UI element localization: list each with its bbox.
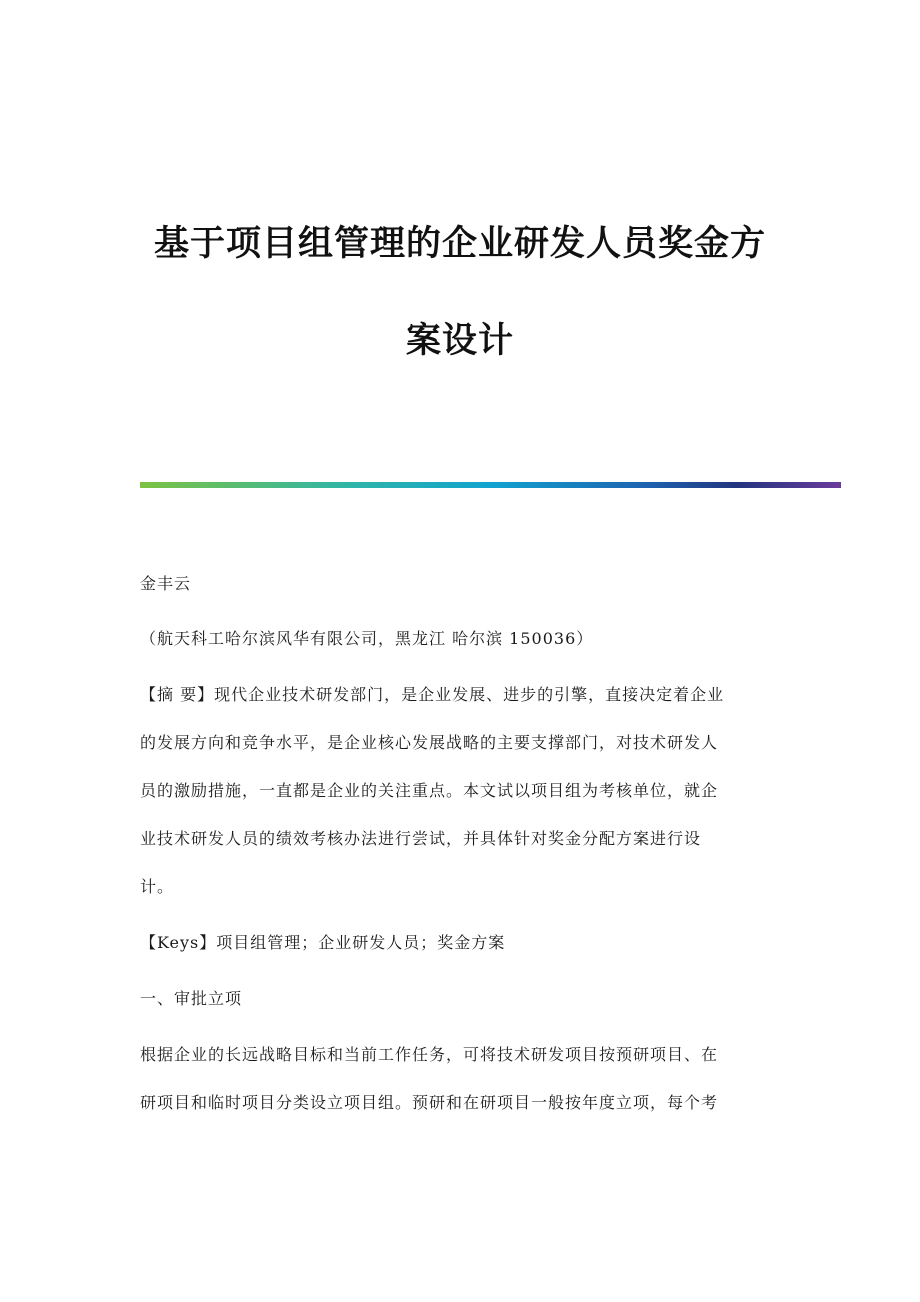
section-heading: 一、审批立项: [140, 989, 243, 1008]
abstract-line: 【摘 要】现代企业技术研发部门，是企业发展、进步的引擎，直接决定着企业: [140, 685, 725, 704]
document-title-line-2: 案设计: [405, 321, 514, 361]
gradient-divider: [140, 482, 841, 488]
body-line: 研项目和临时项目分类设立项目组。预研和在研项目一般按年度立项，每个考: [140, 1093, 719, 1112]
author-affiliation: （航天科工哈尔滨风华有限公司，黑龙江 哈尔滨 150036）: [140, 629, 594, 648]
abstract-line: 计。: [140, 877, 175, 896]
document-title-line-1: 基于项目组管理的企业研发人员奖金方: [153, 224, 766, 264]
abstract-line: 的发展方向和竞争水平，是企业核心发展战略的主要支撑部门，对技术研发人: [140, 733, 719, 752]
keywords-line: 【Keys】项目组管理；企业研发人员；奖金方案: [140, 933, 506, 952]
author-name: 金丰云: [140, 574, 192, 593]
abstract-line: 员的激励措施，一直都是企业的关注重点。本文试以项目组为考核单位，就企: [140, 781, 719, 800]
abstract-line: 业技术研发人员的绩效考核办法进行尝试，并具体针对奖金分配方案进行设: [140, 829, 702, 848]
body-line: 根据企业的长远战略目标和当前工作任务，可将技术研发项目按预研项目、在: [140, 1045, 719, 1064]
